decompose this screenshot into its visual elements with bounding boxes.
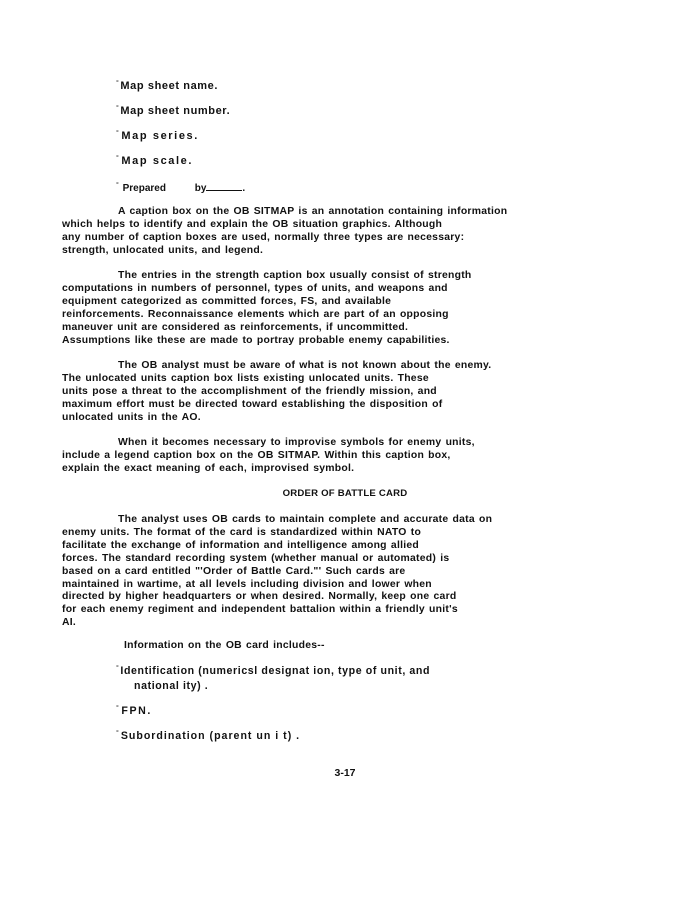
bullet-mark: ° bbox=[116, 182, 119, 189]
paragraph-caption-box: A caption box on the OB SITMAP is an annotation containing information which helps to identify and explain the OB situation graphics. Although any number of caption boxes are used, normally three types are necessary: strength, unlocated units, and legend. bbox=[62, 206, 508, 256]
paragraph-ob-card: The analyst uses OB cards to maintain complete and accurate data on enemy units. The format of the card is standardized within NATO to facilitate the exchange of information and intelligence among allied forces. The standard recording system (whether manual or automated) is based on a card entitled "'Order of Battle Card."' Such cards are maintained in wartime, at all levels including division and lower when directed by higher headquarters or when desired. Normally, keep one card for each enemy regiment and independent battalion within a friendly unit's AI. bbox=[62, 514, 493, 629]
section-heading: ORDER OF BATTLE CARD bbox=[282, 488, 408, 499]
bullet-prepared-by: ° Prepared by . bbox=[116, 182, 246, 194]
page-number: 3-17 bbox=[334, 767, 356, 779]
paragraph-card-includes: Information on the OB card includes-- bbox=[124, 640, 325, 651]
bullet-map-sheet-name: °Map sheet name. bbox=[116, 80, 219, 92]
bullet-map-series: °Map series. bbox=[116, 130, 199, 142]
bullet-identification: °Identification (numericsl designat ion, type of unit, and bbox=[116, 665, 431, 677]
bullet-identification-continued: national ity) . bbox=[134, 680, 209, 692]
bullet-mark: ° bbox=[116, 105, 120, 112]
bullet-mark: ° bbox=[116, 130, 121, 137]
bullet-subordination: °Subordination (parent un i t) . bbox=[116, 730, 301, 742]
bullet-fpn: °FPN. bbox=[116, 705, 152, 717]
signature-blank bbox=[206, 181, 242, 191]
paragraph-strength-caption: The entries in the strength caption box usually consist of strength computations in numbers of personnel, types of units, and weapons and equipment categorized as committed forces, FS, and available reinforcements. Reconnaissance elements which are part of an opposing maneuver unit are considered as reinforcements, if uncommitted. Assumptions like these are made to portray probable enemy capabilities. bbox=[62, 270, 472, 346]
paragraph-legend-caption: When it becomes necessary to improvise symbols for enemy units, include a legend caption box on the OB SITMAP. Within this caption box, explain the exact meaning of each, improvised symbol. bbox=[62, 437, 475, 474]
bullet-mark: ° bbox=[116, 80, 120, 87]
bullet-mark: ° bbox=[116, 155, 121, 162]
bullet-mark: ° bbox=[116, 665, 120, 672]
paragraph-unlocated-units: The OB analyst must be aware of what is not known about the enemy. The unlocated units caption box lists existing unlocated units. These units pose a threat to the accomplishment of the friendly mission, and maximum effort must be directed toward establishing the disposition of unlocated units in the AO. bbox=[62, 360, 492, 423]
bullet-mark: ° bbox=[116, 705, 121, 712]
bullet-map-scale: °Map scale. bbox=[116, 155, 194, 167]
bullet-mark: ° bbox=[116, 730, 120, 737]
bullet-map-sheet-number: °Map sheet number. bbox=[116, 105, 231, 117]
